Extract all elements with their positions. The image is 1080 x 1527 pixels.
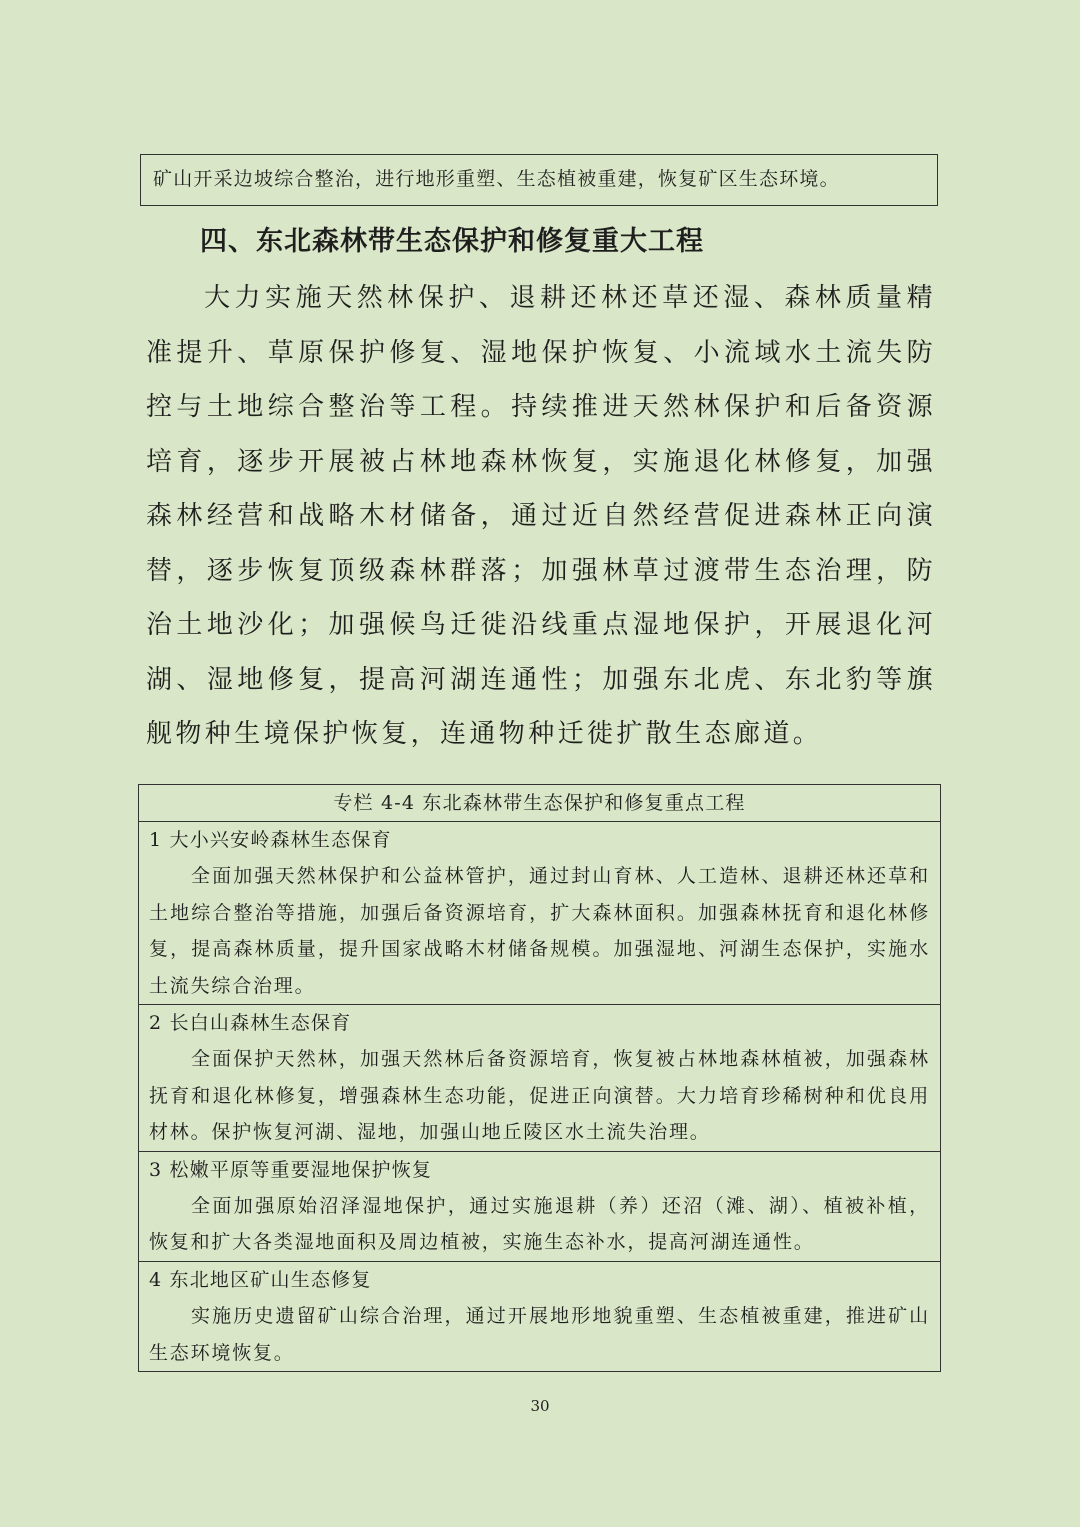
row-body: 全面加强天然林保护和公益林管护，通过封山育林、人工造林、退耕还林还草和土地综合整治等措施，加强后备资源培育，扩大森林面积。加强森林抚育和退化林修复，提高森林质量，提升国家战略木材储备规模。加强湿地、河湖生态保护，实施水土流失综合治理。 — [149, 865, 930, 997]
row-heading: 2 长白山森林生态保育 — [149, 1012, 352, 1035]
project-column-table — [138, 784, 941, 1372]
continued-box — [140, 154, 938, 206]
row-heading: 4 东北地区矿山生态修复 — [149, 1268, 372, 1291]
page-number: 30 — [530, 1397, 550, 1415]
table-row — [139, 1005, 940, 1152]
table-row — [139, 1262, 940, 1371]
row-heading: 3 松嫩平原等重要湿地保护恢复 — [149, 1158, 433, 1181]
continued-box-text: 矿山开采边坡综合整治，进行地形重塑、生态植被重建，恢复矿区生态环境。 — [153, 168, 840, 190]
row-heading: 1 大小兴安岭森林生态保育 — [149, 829, 392, 851]
row-body: 实施历史遗留矿山综合治理，通过开展地形地貌重塑、生态植被重建，推进矿山生态环境恢复。 — [149, 1305, 930, 1364]
table-row — [139, 822, 940, 1005]
row-body: 全面加强原始沼泽湿地保护，通过实施退耕（养）还沼（滩、湖）、植被补植，恢复和扩大各类湿地面积及周边植被，实施生态补水，提高河湖连通性。 — [149, 1195, 930, 1254]
section-body-paragraph: 大力实施天然林保护、退耕还林还草还湿、森林质量精准提升、草原保护修复、湿地保护恢复、小流域水土流失防控与土地综合整治等工程。持续推进天然林保护和后备资源培育，逐步开展被占林地森林恢复，实施退化林修复，加强森林经营和战略木材储备，通过近自然经营促进森林正向演替，逐步恢复顶级森林群落；加强林草过渡带生态治理，防治土地沙化；加强候鸟迁徙沿线重点湿地保护，开展退化河湖、湿地修复，提高河湖连通性；加强东北虎、东北豹等旗舰物种生境保护恢复，连通物种迁徙扩散生态廊道。 — [146, 283, 936, 749]
row-body: 全面保护天然林，加强天然林后备资源培育，恢复被占林地森林植被，加强森林抚育和退化林修复，增强森林生态功能，促进正向演替。大力培育珍稀树种和优良用材林。保护恢复河湖、湿地，加强山地丘陵区水土流失治理。 — [149, 1048, 930, 1144]
section-heading: 四、东北森林带生态保护和修复重大工程 — [200, 226, 704, 257]
table-title: 专栏 4-4 东北森林带生态保护和修复重点工程 — [139, 785, 940, 822]
table-row — [139, 1152, 940, 1262]
